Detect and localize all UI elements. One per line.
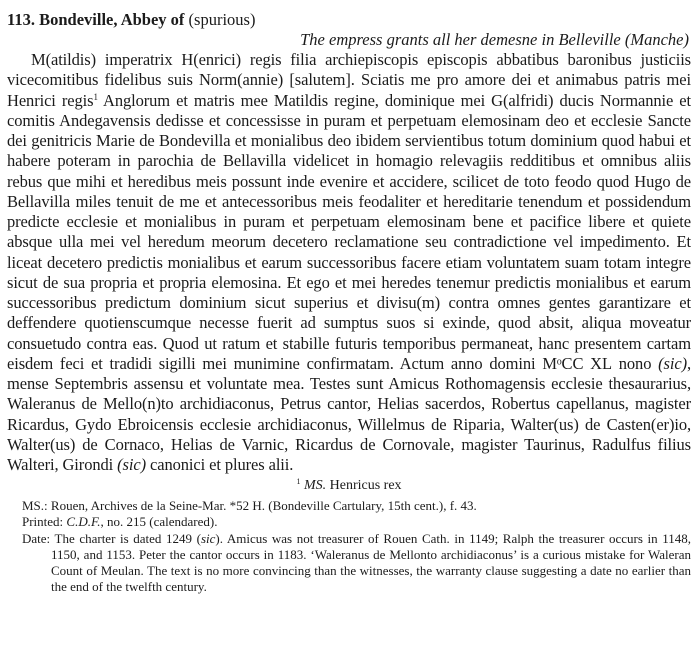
footnote-ms: MS. xyxy=(303,478,327,494)
charter-part-1: M(atildis) imperatrix H(enrici) regis filia archiepiscopis episcopis abbatibus baronibus justiciis vicecomitibus fidelibus suis Norm(annie) [salutem]. Sciatis me pro amore dei et animabus patris mei Henrici regis xyxy=(7,50,691,110)
entry-subtitle: The empress grants all her demesne in Belleville (Manche) xyxy=(300,30,689,49)
entry-number: 113. xyxy=(7,10,35,29)
charter-part-2: Anglorum et matris mee Matildis regine, dominique mei G(alfridi) ducis Normannie et comitis Andegavensis dedisse et concessisse in puram et perpetuam elemosinam deo et ecclesie Sancte dei genitricis Marie de Bondevilla et monialibus deo ibidem servientibus totum dominium quod habui et habere poteram in parochia de Bellavilla videlicet in homagio relevagiis redditibus et omnibus aliis rebus que mihi et heredibus meis possunt inde evenire et accidere, scilicet de toto feodo quod Hugo de Bellavilla miles tenuit de me et antecessoribus meis feodaliter et hereditarie tenendum et possidendum predicte ecclesie et monialibus in puram et perpetuam elemosinam bene et pacifice libere et quiete absque ulla mei vel heredum meorum decetero reclamatione seu contradictione vel impedimento. Et liceat decetero predictis monialibus et earum successoribus facere etiam voluntatem suam totam integre sicut de sua propria et propria elemosina. Et ego et mei heredes tenemur predictis monialibus et earum successoribus predictum dominium sicut superius et divisu(m) contra omnes gentes garantizare et deffendere quotienscumque necesse fuerit ad sumptus suos si exinde, quod absit, aliqua moveatur consuetudo contra eas. Quod ut ratum et stabille futuris temporibus permaneat, hanc presentem cartam eisdem feci et tradidi sigilli mei munimine confirmatam. Actum anno domini xyxy=(7,90,691,373)
printed-source: C.D.F. xyxy=(66,514,101,530)
footnote-reference: 1 xyxy=(93,91,98,102)
footnote xyxy=(7,477,691,495)
charter-year: MᵒCC XL xyxy=(542,353,612,373)
editorial-notes xyxy=(22,498,691,595)
ms-note: MS.: Rouen, Archives de la Seine-Mar. *52 H. (Bondeville Cartulary, 15th cent.), f. 43. xyxy=(22,498,477,514)
charter-text xyxy=(7,50,691,475)
sic-mark-1: (sic) xyxy=(658,353,687,373)
printed-note xyxy=(22,514,691,530)
date-note xyxy=(22,531,691,596)
date-note-a: Date: The charter is dated 1249 ( xyxy=(22,530,201,546)
printed-label: Printed: xyxy=(22,514,67,530)
charter-part-4: , mense Septembris assensu et voluntate mea. Testes sunt Amicus Rothomagensis ecclesie thesaurarius, Waleranus de Mello(n)to archidiaconus, Petrus cantor, Helias sacerdos, Robertus capellanus, magister Ricardus, Gydo Ebroicensis ecclesie archidiaconus, Willelmus de Riparia, Walter(us) de Casten(er)io, Walter(us) de Cornaco, Helias de Varnic, Ricardus de Cornovale, magister Taurinus, Radulfus filius Walteri, Girondi xyxy=(7,353,692,474)
footnote-text: Henricus rex xyxy=(326,478,402,494)
entry-title: Bondeville, Abbey of xyxy=(39,10,185,29)
entry-qualifier: (spurious) xyxy=(188,10,256,29)
charter-part-5: canonici et plures alii. xyxy=(145,455,294,474)
date-note-sic: sic xyxy=(200,530,216,546)
entry-heading xyxy=(7,10,691,30)
printed-rest: , no. 215 (calendared). xyxy=(100,514,218,530)
footnote-marker: 1 xyxy=(296,477,301,487)
date-note-b: ). Amicus was not treasurer of Rouen Cath. in 1149; Ralph the treasurer occurs in 1148, 1150, and 1153. Peter the cantor occurs in 1183. ‘Waleranus de Mellonto archidiaconus’ is a curious mistake for Waleran Count of Meulan. The text is no more convincing than the witnesses, the warranty clause suggesting a date no earlier than the end of the twelfth century. xyxy=(51,530,691,595)
sic-mark-2: (sic) xyxy=(117,455,146,474)
charter-part-3: nono xyxy=(611,353,659,373)
